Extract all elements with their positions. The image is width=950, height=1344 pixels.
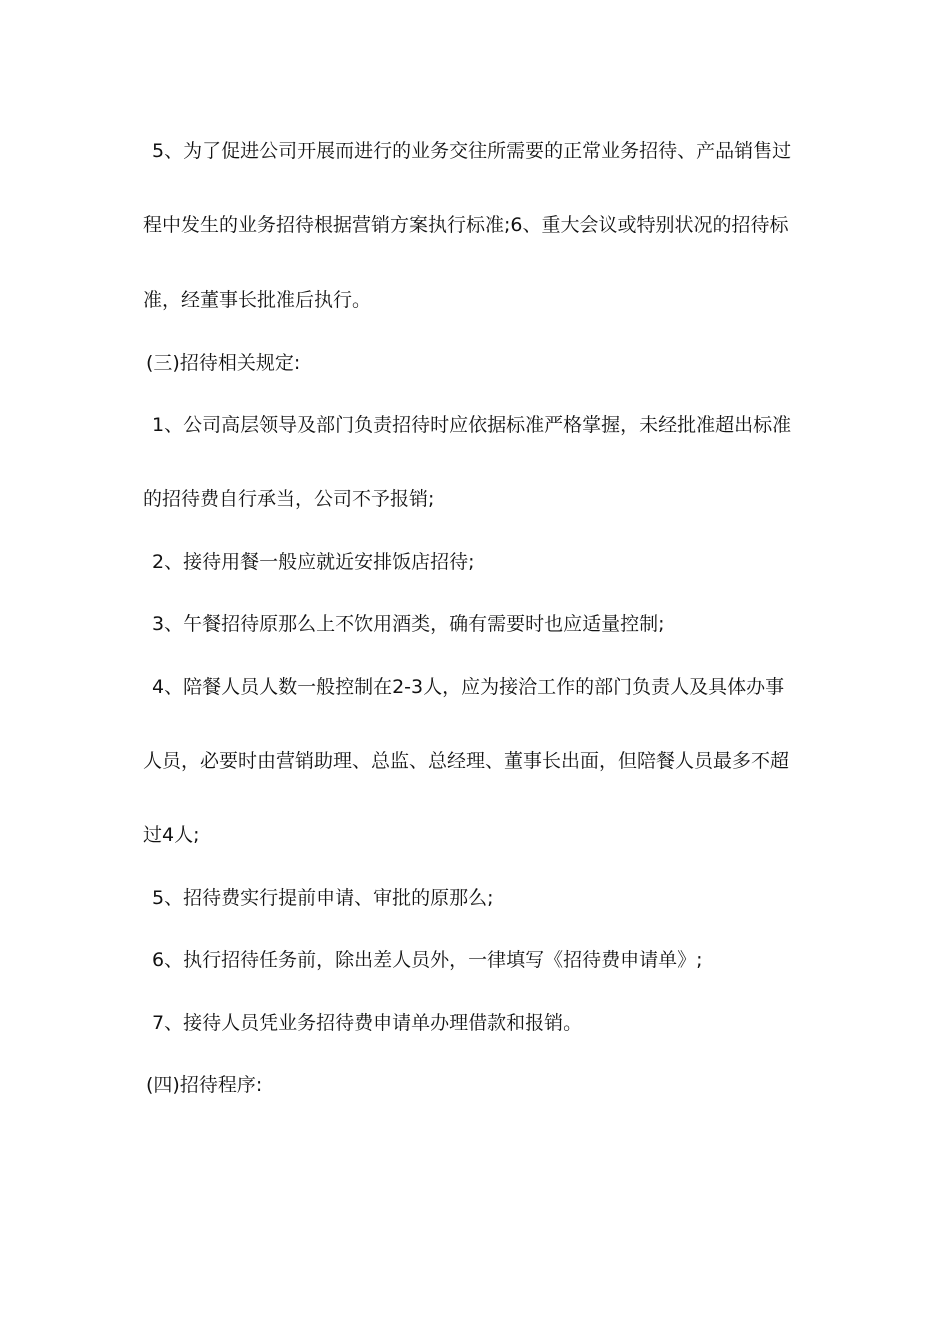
line-text: 2、接待用餐一般应就近安排饭店招待;	[152, 551, 475, 573]
line-text: 5、为了促进公司开展而进行的业务交往所需要的正常业务招待、产品销售过	[152, 140, 792, 162]
line-text: 过4人;	[143, 824, 200, 846]
line-text: 准，经董事长批准后执行。	[143, 289, 372, 311]
line-text: 1、公司高层领导及部门负责招待时应依据标准严格掌握，未经批准超出标准	[152, 414, 792, 436]
paragraph-line	[0, 1003, 950, 1043]
line-text: 7、接待人员凭业务招待费申请单办理借款和报销。	[152, 1012, 583, 1034]
paragraph-line	[0, 940, 950, 980]
line-text: (四)招待程序:	[146, 1074, 263, 1096]
paragraph-line	[0, 479, 950, 519]
line-text: 4、陪餐人员人数一般控制在2-3人，应为接洽工作的部门负责人及具体办事	[152, 676, 785, 698]
line-text: (三)招待相关规定:	[146, 352, 301, 374]
paragraph-line	[0, 131, 950, 171]
line-text: 人员，必要时由营销助理、总监、总经理、董事长出面，但陪餐人员最多不超	[143, 750, 790, 772]
paragraph-line	[0, 205, 950, 245]
section-heading	[0, 343, 950, 383]
line-text: 的招待费自行承当，公司不予报销;	[143, 488, 435, 510]
paragraph-line	[0, 667, 950, 707]
paragraph-line	[0, 741, 950, 781]
paragraph-line	[0, 280, 950, 320]
line-text: 3、午餐招待原那么上不饮用酒类，确有需要时也应适量控制;	[152, 613, 665, 635]
paragraph-line	[0, 604, 950, 644]
line-text: 5、招待费实行提前申请、审批的原那么;	[152, 887, 494, 909]
line-text: 程中发生的业务招待根据营销方案执行标准;6、重大会议或特别状况的招待标	[143, 214, 789, 236]
paragraph-line	[0, 542, 950, 582]
section-heading	[0, 1065, 950, 1105]
paragraph-line	[0, 878, 950, 918]
line-text: 6、执行招待任务前，除出差人员外，一律填写《招待费申请单》;	[152, 949, 703, 971]
paragraph-line	[0, 405, 950, 445]
paragraph-line	[0, 815, 950, 855]
